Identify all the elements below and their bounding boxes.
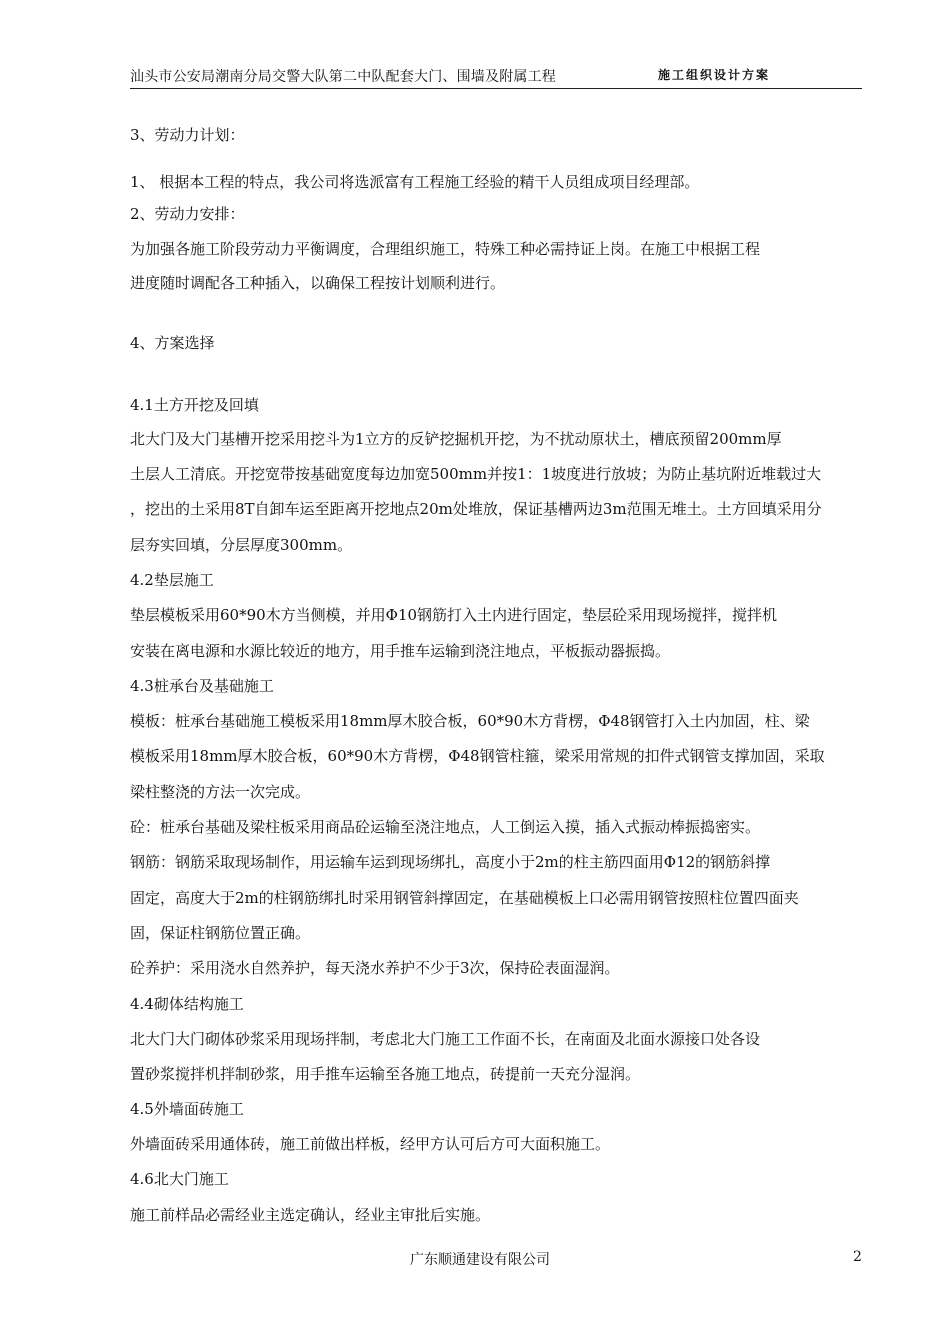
paragraph-line: 钢筋：钢筋采取现场制作，用运输车运到现场绑扎，高度小于2m的柱主筋四面用Φ12的钢筋斜撑: [130, 853, 771, 871]
heading-section-4-4: 4.4砌体结构施工: [130, 995, 244, 1013]
paragraph-line: 施工前样品必需经业主选定确认，经业主审批后实施。: [130, 1206, 491, 1224]
paragraph-line: 外墙面砖采用通体砖，施工前做出样板，经甲方认可后方可大面积施工。: [130, 1135, 611, 1153]
paragraph-line: ，挖出的土采用8T自卸车运至距离开挖地点20m处堆放，保证基槽两边3m范围无堆土。土方回填采用分: [130, 500, 822, 518]
header-document-type: 施工组织设计方案: [658, 68, 771, 82]
page-number: 2: [853, 1249, 862, 1265]
paragraph-line: 北大门大门砌体砂浆采用现场拌制，考虑北大门施工工作面不长，在南面及北面水源接口处各设: [130, 1030, 761, 1048]
paragraph-line: 1、 根据本工程的特点，我公司将选派富有工程施工经验的精干人员组成项目经理部。: [130, 173, 700, 191]
heading-section-4-2: 4.2垫层施工: [130, 571, 214, 589]
paragraph-line: 为加强各施工阶段劳动力平衡调度，合理组织施工，特殊工种必需持证上岗。在施工中根据工程: [130, 240, 761, 258]
paragraph-line: 砼：桩承台基础及梁柱板采用商品砼运输至浇注地点，人工倒运入摸，插入式振动棒振捣密实。: [130, 818, 761, 836]
paragraph-line: 垫层模板采用60*90木方当侧模，并用Φ10钢筋打入土内进行固定，垫层砼采用现场搅拌，搅拌机: [130, 606, 778, 624]
heading-labor-arrangement: 2、劳动力安排：: [130, 205, 245, 223]
paragraph-line: 层夯实回填，分层厚度300mm。: [130, 536, 353, 554]
heading-scheme-selection: 4、方案选择: [130, 334, 215, 352]
paragraph-line: 北大门及大门基槽开挖采用挖斗为1立方的反铲挖掘机开挖，为不扰动原状土，槽底预留200mm厚: [130, 430, 782, 448]
paragraph-line: 置砂浆搅拌机拌制砂浆，用手推车运输至各施工地点，砖提前一天充分湿润。: [130, 1065, 641, 1083]
heading-labor-plan: 3、劳动力计划：: [130, 126, 245, 144]
footer-company-name: 广东顺通建设有限公司: [410, 1252, 550, 1268]
paragraph-line: 砼养护：采用浇水自然养护，每天浇水养护不少于3次，保持砼表面湿润。: [130, 959, 620, 977]
heading-section-4-3: 4.3桩承台及基础施工: [130, 677, 274, 695]
paragraph-line: 固，保证柱钢筋位置正确。: [130, 924, 311, 942]
header-project-title: 汕头市公安局潮南分局交警大队第二中队配套大门、围墙及附属工程: [130, 69, 556, 85]
paragraph-line: 土层人工清底。开挖宽带按基础宽度每边加宽500mm并按1：1坡度进行放坡；为防止基坑附近堆载过大: [130, 465, 822, 483]
page-header: [130, 66, 862, 89]
heading-section-4-6: 4.6北大门施工: [130, 1170, 229, 1188]
paragraph-line: 模板：桩承台基础施工模板采用18mm厚木胶合板，60*90木方背楞，Φ48钢管打入土内加固，柱、梁: [130, 712, 810, 730]
paragraph-line: 梁柱整浇的方法一次完成。: [130, 783, 311, 801]
heading-section-4-5: 4.5外墙面砖施工: [130, 1100, 244, 1118]
paragraph-line: 进度随时调配各工种插入，以确保工程按计划顺利进行。: [130, 274, 506, 292]
paragraph-line: 模板采用18mm厚木胶合板，60*90木方背楞，Φ48钢管柱箍，梁采用常规的扣件式钢管支撑加固，采取: [130, 747, 825, 765]
paragraph-line: 安装在离电源和水源比较近的地方，用手推车运输到浇注地点，平板振动器振捣。: [130, 642, 671, 660]
paragraph-line: 固定，高度大于2m的柱钢筋绑扎时采用钢管斜撑固定，在基础模板上口必需用钢管按照柱位置四面夹: [130, 889, 799, 907]
heading-section-4-1: 4.1土方开挖及回填: [130, 396, 259, 414]
